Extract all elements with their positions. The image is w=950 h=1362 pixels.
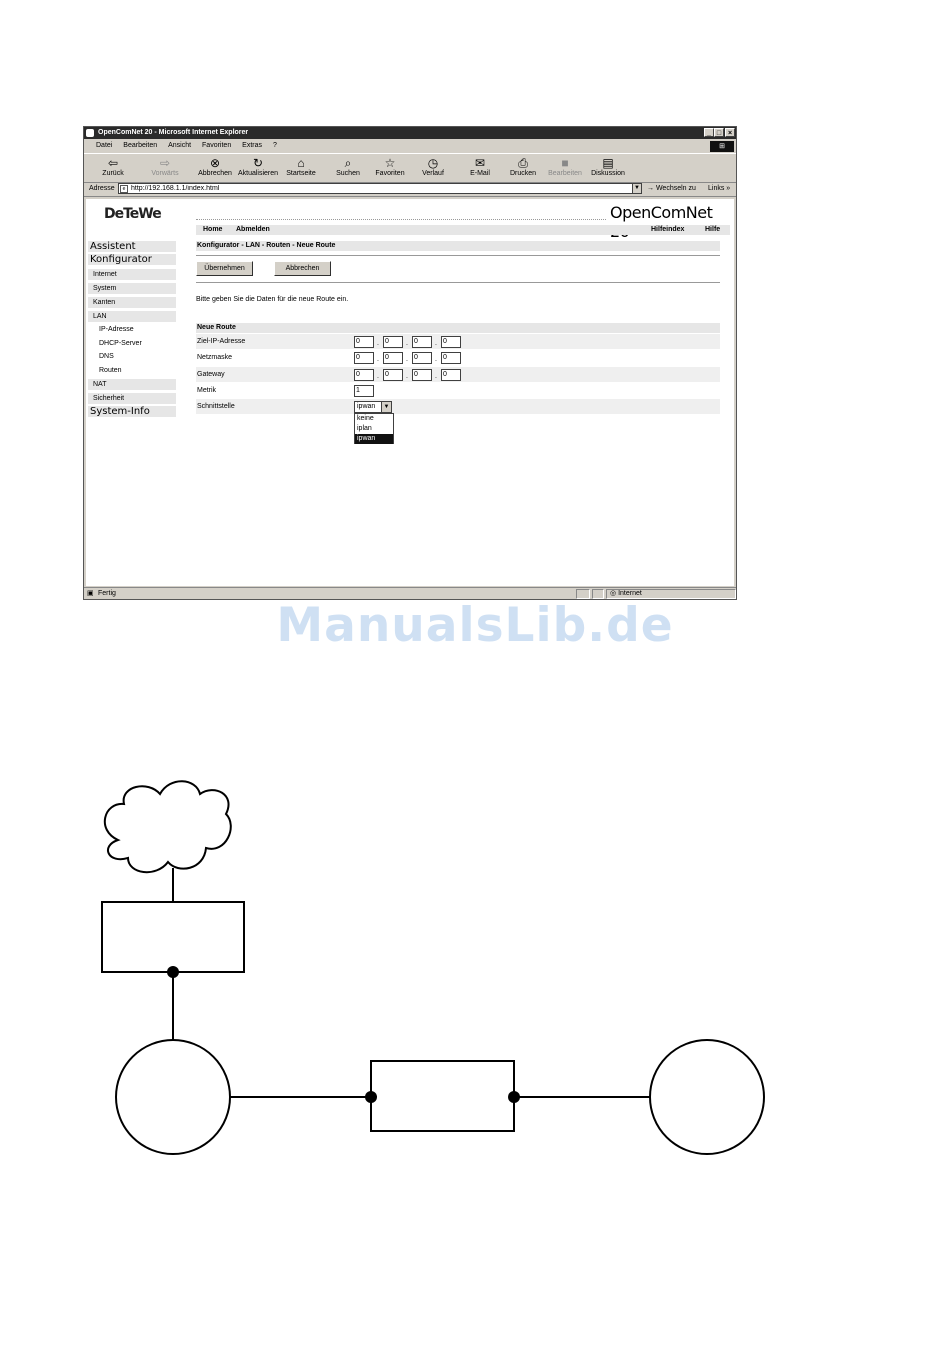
interface-options-list bbox=[354, 413, 394, 444]
sidebar-item-lan[interactable]: LAN bbox=[88, 311, 176, 322]
option-ipwan[interactable]: ipwan bbox=[355, 434, 393, 444]
row-destination bbox=[196, 334, 720, 349]
status-text: Fertig bbox=[98, 590, 116, 597]
nav-help-index-link[interactable]: Hilfeindex bbox=[651, 226, 685, 233]
middle-port-left bbox=[365, 1091, 377, 1103]
intro-text: Bitte geben Sie die Daten für die neue Route ein. bbox=[196, 296, 349, 303]
address-bar bbox=[84, 182, 736, 197]
favorites-icon: ☆ bbox=[384, 156, 396, 170]
title-bar bbox=[84, 127, 736, 139]
favorites-button[interactable]: ☆ Favoriten bbox=[367, 156, 413, 177]
discussion-button[interactable]: ▤ Diskussion bbox=[585, 156, 631, 177]
form-heading: Neue Route bbox=[196, 323, 720, 333]
close-button[interactable]: × bbox=[725, 128, 735, 137]
minimize-button[interactable]: _ bbox=[704, 128, 714, 137]
header-divider bbox=[196, 219, 606, 220]
windows-logo-icon: ⊞ bbox=[710, 141, 734, 152]
top-nav bbox=[196, 225, 730, 235]
maximize-button[interactable]: □ bbox=[714, 128, 724, 137]
network-right bbox=[650, 1040, 764, 1154]
sidebar-item-system-info[interactable]: System-Info bbox=[88, 406, 176, 417]
links-button[interactable]: Links » bbox=[708, 185, 731, 192]
back-button[interactable]: ⇦ Zurück bbox=[90, 156, 136, 177]
row-gateway bbox=[196, 367, 720, 382]
mail-icon: ✉ bbox=[474, 156, 486, 170]
gateway-octet-2[interactable]: 0 bbox=[383, 369, 403, 381]
apply-button[interactable]: Übernehmen bbox=[196, 261, 253, 276]
router-box bbox=[102, 902, 244, 972]
mail-button[interactable]: ✉ E-Mail bbox=[457, 156, 503, 177]
status-zone: ◎ Internet bbox=[606, 589, 736, 599]
dot-separator: . bbox=[406, 373, 408, 380]
dot-separator: . bbox=[406, 340, 408, 347]
destination-octet-3[interactable]: 0 bbox=[412, 336, 432, 348]
refresh-icon: ↻ bbox=[252, 156, 264, 170]
sidebar-item-nat[interactable]: NAT bbox=[88, 379, 176, 390]
browser-window bbox=[83, 126, 737, 600]
sidebar-item-dns[interactable]: DNS bbox=[88, 351, 176, 362]
sidebar-item-ip-address[interactable]: IP-Adresse bbox=[88, 324, 176, 335]
print-icon: ⎙ bbox=[518, 156, 528, 170]
netmask-octet-1[interactable]: 0 bbox=[354, 352, 374, 364]
menu-bar bbox=[84, 140, 736, 152]
window-title: OpenComNet 20 - Microsoft Internet Explorer bbox=[98, 129, 249, 136]
network-left bbox=[116, 1040, 230, 1154]
gateway-label: Gateway bbox=[197, 371, 225, 378]
destination-octet-1[interactable]: 0 bbox=[354, 336, 374, 348]
product-title: OpenComNet bbox=[610, 203, 713, 222]
status-page-icon: ▣ bbox=[87, 590, 94, 597]
dot-separator: . bbox=[377, 373, 379, 380]
dot-separator: . bbox=[377, 340, 379, 347]
search-icon: ⌕ bbox=[344, 156, 352, 170]
print-button[interactable]: ⎙ Drucken bbox=[500, 156, 546, 177]
edit-icon: ■ bbox=[561, 156, 569, 170]
destination-label: Ziel-IP-Adresse bbox=[197, 338, 246, 345]
history-icon: ◷ bbox=[427, 156, 439, 170]
metric-label: Metrik bbox=[197, 387, 217, 394]
netmask-octet-2[interactable]: 0 bbox=[383, 352, 403, 364]
forward-button[interactable]: ⇨ Vorwärts bbox=[142, 156, 188, 177]
row-interface bbox=[196, 399, 720, 414]
row-netmask bbox=[196, 350, 720, 365]
goto-arrow-icon: → bbox=[647, 185, 656, 192]
goto-button[interactable]: → Wechseln zu bbox=[647, 185, 696, 192]
forward-arrow-icon: ⇨ bbox=[159, 156, 171, 170]
watermark: ManualsLib.de bbox=[276, 598, 674, 653]
menu-help[interactable]: ? bbox=[272, 142, 277, 149]
address-label: Adresse bbox=[89, 185, 115, 192]
detewe-logo: DeTeWe bbox=[104, 206, 161, 222]
page-icon: e bbox=[120, 185, 128, 193]
network-diagram bbox=[0, 760, 950, 1180]
globe-icon: ◎ bbox=[610, 590, 619, 597]
menu-edit[interactable]: Bearbeiten bbox=[123, 142, 158, 149]
ie-icon bbox=[86, 129, 94, 137]
netmask-octet-3[interactable]: 0 bbox=[412, 352, 432, 364]
menu-view[interactable]: Ansicht bbox=[168, 142, 192, 149]
interface-label: Schnittstelle bbox=[197, 403, 235, 410]
dot-separator: . bbox=[406, 356, 408, 363]
chevron-down-icon[interactable]: ▼ bbox=[381, 402, 391, 412]
sidebar-item-dhcp-server[interactable]: DHCP-Server bbox=[88, 338, 176, 349]
home-icon: ⌂ bbox=[297, 156, 305, 170]
sidebar-item-system[interactable]: System bbox=[88, 283, 176, 294]
back-arrow-icon: ⇦ bbox=[107, 156, 119, 170]
dot-separator: . bbox=[377, 356, 379, 363]
dot-separator: . bbox=[435, 340, 437, 347]
dot-separator: . bbox=[435, 356, 437, 363]
option-iplan[interactable]: iplan bbox=[357, 425, 372, 432]
sidebar-item-kanten[interactable]: Kanten bbox=[88, 297, 176, 308]
cancel-button[interactable]: Abbrechen bbox=[274, 261, 331, 276]
middle-router-box bbox=[371, 1061, 514, 1131]
edit-button[interactable]: ■ Bearbeiten bbox=[542, 156, 588, 177]
middle-port-right bbox=[508, 1091, 520, 1103]
internet-cloud bbox=[105, 781, 231, 872]
nav-help-link[interactable]: Hilfe bbox=[705, 226, 721, 233]
menu-file[interactable]: Datei bbox=[96, 142, 113, 149]
toolbar bbox=[84, 153, 736, 183]
destination-octet-2[interactable]: 0 bbox=[383, 336, 403, 348]
sidebar-item-security[interactable]: Sicherheit bbox=[88, 393, 176, 404]
option-keine[interactable]: keine bbox=[357, 415, 374, 422]
gateway-octet-3[interactable]: 0 bbox=[412, 369, 432, 381]
dot-separator: . bbox=[435, 373, 437, 380]
discussion-icon: ▤ bbox=[602, 156, 614, 170]
refresh-button[interactable]: ↻ Aktualisieren bbox=[235, 156, 281, 177]
row-metric bbox=[196, 383, 720, 398]
menu-favorites[interactable]: Favoriten bbox=[202, 142, 232, 149]
stop-button[interactable]: ⊗ Abbrechen bbox=[192, 156, 238, 177]
home-button[interactable]: ⌂ Startseite bbox=[278, 156, 324, 177]
gateway-octet-1[interactable]: 0 bbox=[354, 369, 374, 381]
nav-logout-link[interactable]: Abmelden bbox=[236, 226, 270, 233]
search-button[interactable]: ⌕ Suchen bbox=[325, 156, 371, 177]
sidebar-item-configurator[interactable]: Konfigurator bbox=[88, 254, 176, 265]
stop-icon: ⊗ bbox=[209, 156, 221, 170]
destination-octet-4[interactable]: 0 bbox=[441, 336, 461, 348]
sidebar-item-assistant[interactable]: Assistent bbox=[88, 241, 176, 252]
address-dropdown-icon[interactable]: ▼ bbox=[632, 183, 642, 194]
sidebar-item-internet[interactable]: Internet bbox=[88, 269, 176, 280]
metric-input[interactable]: 1 bbox=[354, 385, 374, 397]
page-content bbox=[86, 199, 734, 586]
divider bbox=[196, 282, 720, 283]
gateway-octet-4[interactable]: 0 bbox=[441, 369, 461, 381]
menu-tools[interactable]: Extras bbox=[242, 142, 263, 149]
breadcrumb: Konfigurator - LAN - Routen - Neue Route bbox=[196, 241, 720, 251]
nav-home-link[interactable]: Home bbox=[203, 226, 223, 233]
netmask-label: Netzmaske bbox=[197, 354, 233, 361]
history-button[interactable]: ◷ Verlauf bbox=[410, 156, 456, 177]
netmask-octet-4[interactable]: 0 bbox=[441, 352, 461, 364]
divider bbox=[196, 255, 720, 256]
interface-select[interactable]: ipwan ▼ bbox=[354, 401, 392, 413]
address-input[interactable] bbox=[118, 183, 640, 194]
sidebar-item-routes[interactable]: Routen bbox=[88, 365, 176, 376]
